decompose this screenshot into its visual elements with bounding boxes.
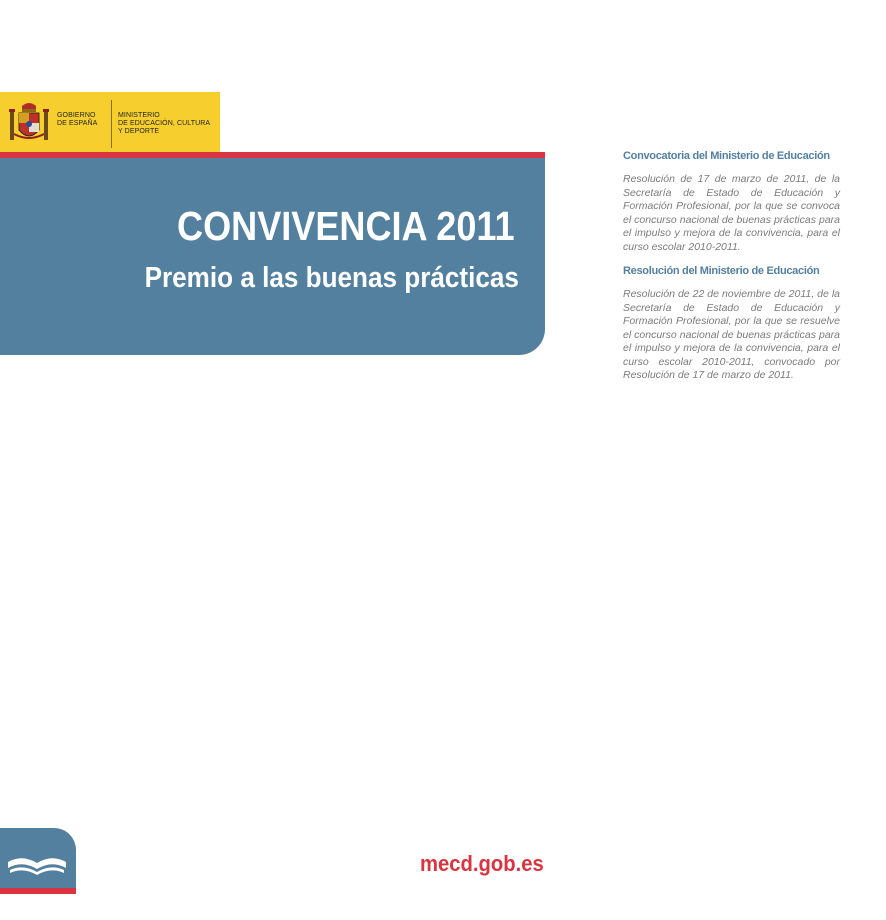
ministry-name: MINISTERIO DE EDUCACIÓN, CULTURA Y DEPORTE	[118, 112, 211, 135]
cover-title: CONVIVENCIA 2011	[177, 203, 515, 249]
government-name: GOBIERNO DE ESPAÑA	[57, 112, 98, 127]
section-heading-resolucion: Resolución del Ministerio de Educación	[623, 265, 820, 277]
section-heading-convocatoria: Convocatoria del Ministerio de Educación	[623, 150, 830, 162]
footer-logo-tab	[0, 828, 76, 894]
logo-divider	[111, 100, 112, 148]
cover-subtitle: Premio a las buenas prácticas	[144, 262, 519, 294]
title-panel-background	[0, 158, 545, 355]
section-body-resolucion: Resolución de 22 de noviembre de 2011, de la Secretaría de Estado de Educación y Formación Profesional, por la que se resuelve el concurso nacional de buenas prácticas para el impulso y mejora de la convivencia, para el curso escolar 2010-2011, convocado por Resolución de 17 de marzo de 2011.	[623, 288, 840, 381]
resolutions-column	[623, 149, 840, 393]
title-panel	[0, 152, 545, 355]
footer-tab-background	[0, 828, 76, 888]
section-body-convocatoria: Resolución de 17 de marzo de 2011, de la Secretaría de Estado de Educación y Formación Profesional, por la que se convoca el concurso nacional de buenas prácticas para el impulso y mejora de la convivencia, para el curso escolar 2010-2011.	[623, 173, 840, 253]
website-url: mecd.gob.es	[420, 851, 544, 876]
footer-tab-red-stripe	[0, 888, 76, 894]
open-book-icon	[6, 854, 68, 876]
coat-of-arms-icon	[8, 100, 50, 146]
government-logo	[0, 92, 220, 154]
